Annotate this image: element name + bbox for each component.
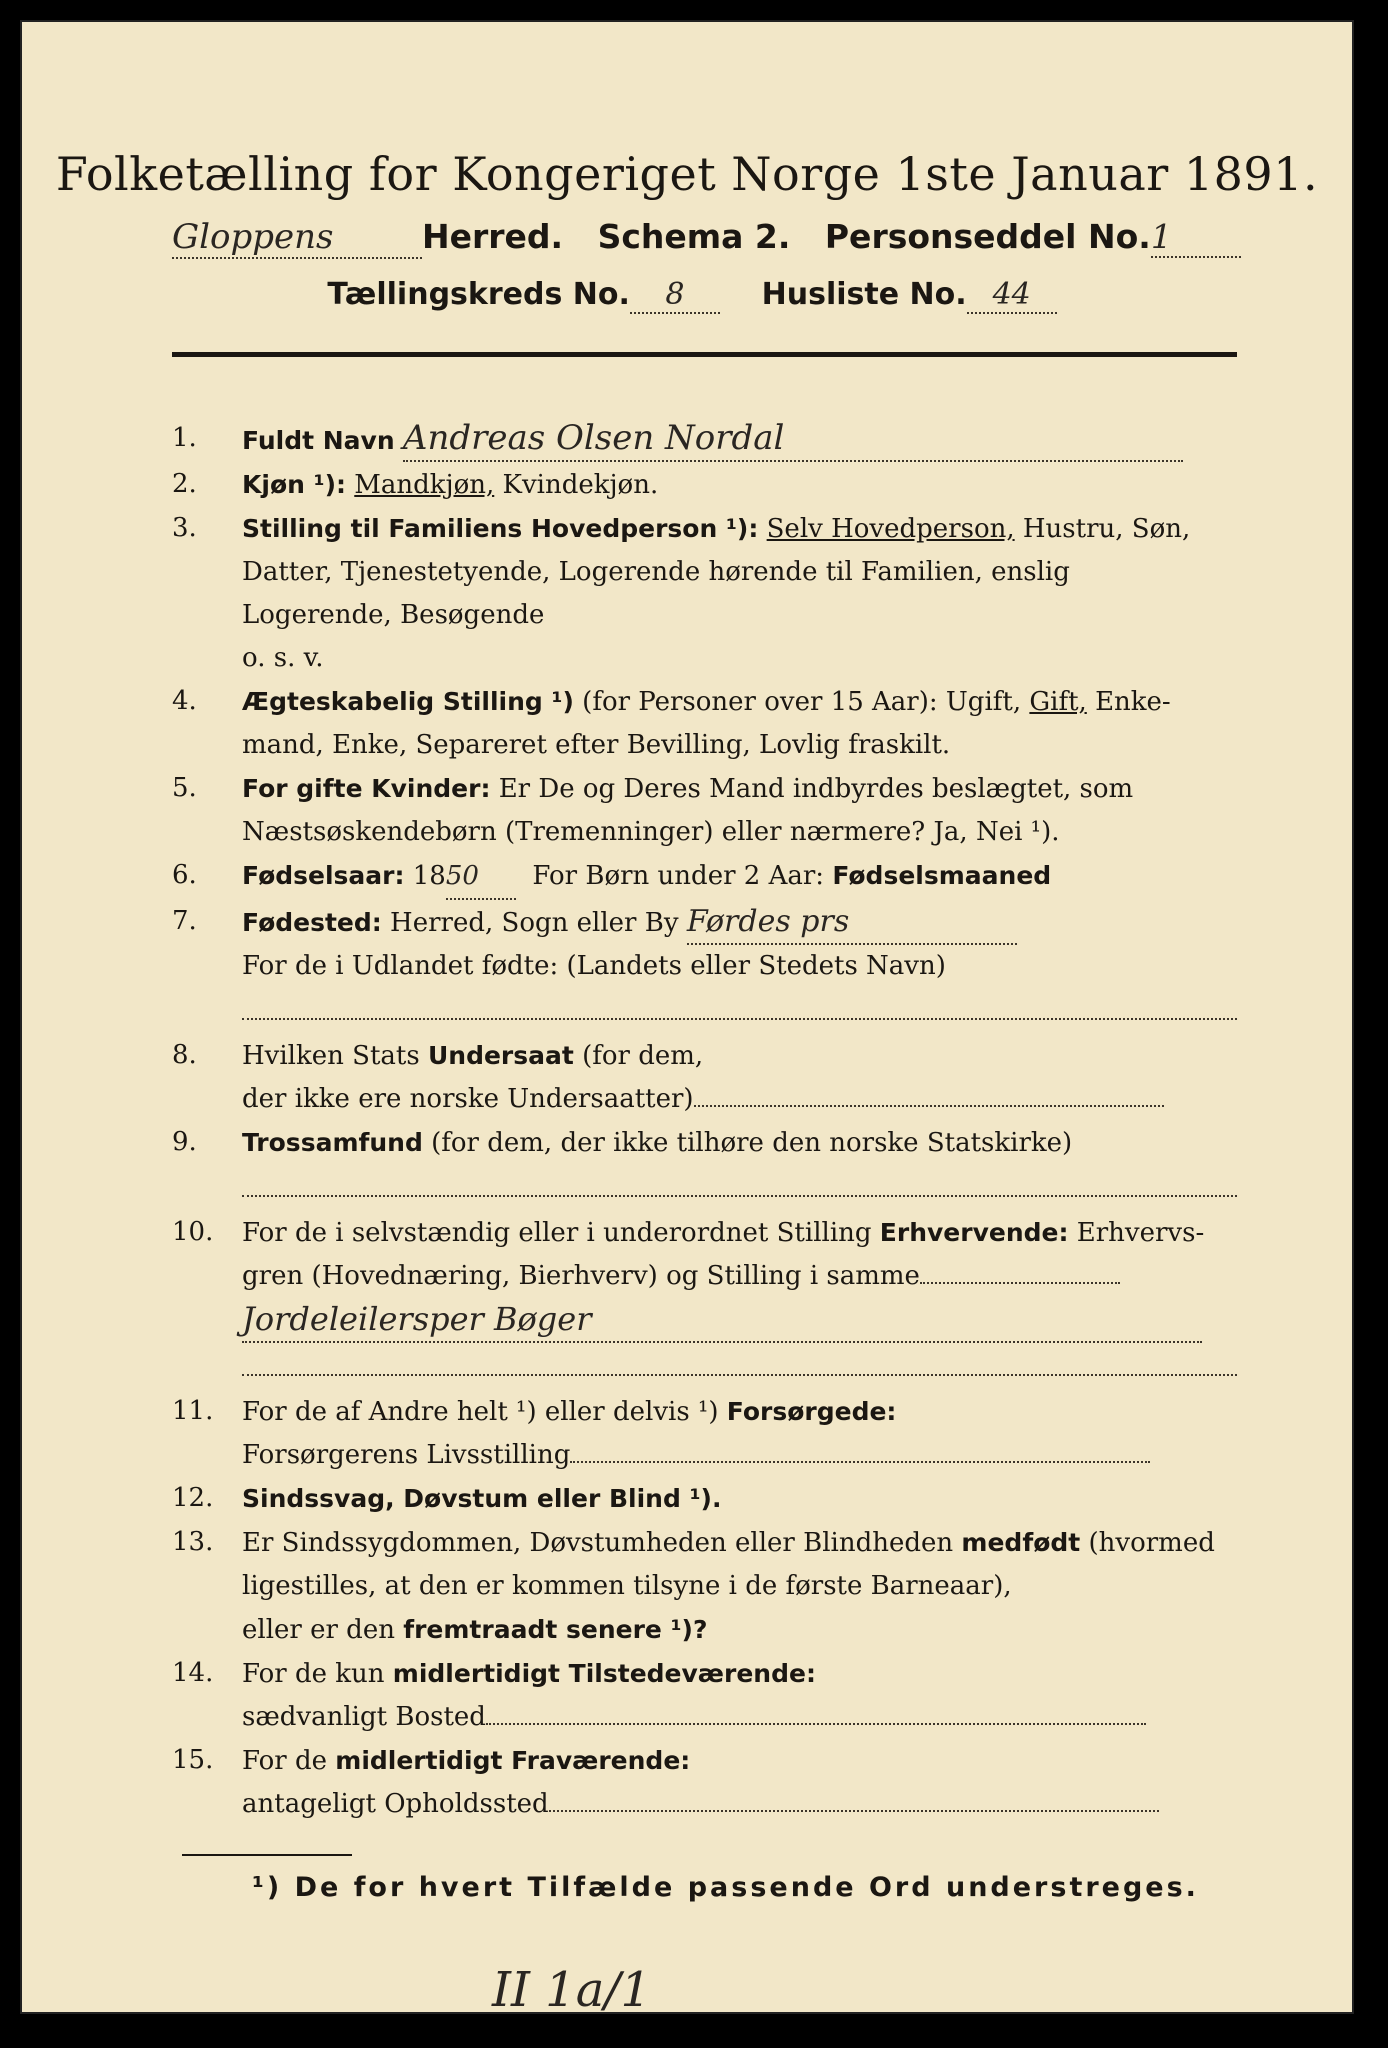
header-divider [172, 352, 1237, 357]
item-number: 12. [172, 1483, 214, 1513]
citizenship-label: Undersaat [427, 1041, 574, 1070]
item-6 [172, 854, 1237, 900]
congenital-text-3: ligestilles, at den er kommen tilsyne i de første Barneaar), [242, 1571, 1012, 1601]
gender-male-option: Mandkjøn, [354, 470, 495, 500]
item-14 [172, 1652, 1237, 1739]
temporary-present-label: midlertidigt Tilstedeværende: [392, 1659, 816, 1688]
item-number: 13. [172, 1527, 214, 1557]
family-position-options-4: o. s. v. [242, 643, 324, 673]
birth-year-value: 50 [446, 855, 516, 900]
birth-year-label: Fødselsaar: [242, 861, 405, 890]
item-number: 3. [172, 513, 197, 543]
temporary-absent-label: midlertidigt Fraværende: [335, 1746, 691, 1775]
husliste-label: Husliste No. [761, 277, 967, 312]
congenital-text: Er Sindssygdommen, Døvstumheden eller Blindheden [242, 1528, 954, 1558]
census-form-page [20, 20, 1354, 2018]
marital-status-text-3: mand, Enke, Separeret efter Bevilling, Lovlig fraskilt. [242, 730, 951, 760]
item-13 [172, 1521, 1237, 1652]
personseddel-value: 1 [1151, 217, 1241, 258]
tellingskreds-row [192, 277, 1192, 314]
disability-label: Sindssvag, Døvstum eller Blind ¹). [242, 1484, 722, 1513]
birthplace-text: Herred, Sogn eller By [390, 908, 679, 938]
supporter-occupation-text: Forsørgerens Livsstilling [242, 1440, 571, 1470]
item-15 [172, 1739, 1237, 1826]
temporary-absent-text: For de [242, 1746, 327, 1776]
later-onset-label: fremtraadt senere ¹)? [403, 1615, 708, 1644]
husliste-value: 44 [967, 277, 1057, 314]
citizenship-text-2: (for dem, [582, 1041, 704, 1071]
marital-status-text: (for Personer over 15 Aar): Ugift, [582, 687, 1022, 717]
item-8 [172, 1034, 1237, 1121]
gender-female-option: Kvindekjøn. [502, 470, 659, 500]
item-number: 6. [172, 860, 197, 890]
birth-year-prefix: 18 [412, 861, 446, 891]
birth-month-text: For Børn under 2 Aar: [532, 861, 825, 891]
religion-text: (for dem, der ikke tilhøre den norske Statskirke) [431, 1128, 1073, 1158]
item-11 [172, 1390, 1237, 1477]
family-position-options: Hustru, Søn, [1022, 514, 1191, 544]
married-option: Gift, [1029, 687, 1087, 717]
item-number: 8. [172, 1040, 197, 1070]
form-items [172, 417, 1237, 1826]
congenital-text-4: eller er den [242, 1615, 395, 1645]
temporary-present-text: For de kun [242, 1659, 385, 1689]
occupation-label: Erhvervende: [879, 1218, 1069, 1247]
item-2 [172, 463, 1237, 507]
item-1 [172, 417, 1237, 463]
item-number: 10. [172, 1217, 214, 1247]
footnote-divider [182, 1854, 352, 1856]
archive-mark: II 1a/1 [492, 1962, 652, 2018]
tellingskreds-value: 8 [630, 277, 720, 314]
supported-text: For de af Andre helt ¹) eller delvis ¹) [242, 1397, 719, 1427]
citizenship-text: Hvilken Stats [242, 1041, 420, 1071]
item-number: 7. [172, 906, 197, 936]
item-number: 9. [172, 1127, 197, 1157]
married-women-text: Er De og Deres Mand indbyrdes beslægtet, som [498, 774, 1134, 804]
full-name-value: Andreas Olsen Nordal [403, 417, 1183, 462]
footnote: ¹) De for hvert Tilfælde passende Ord understreges. [252, 1872, 1199, 1903]
married-women-text-2: Næstsøskendebørn (Tremenninger) eller nærmere? Ja, Nei ¹). [242, 817, 1060, 847]
occupation-text-2: Erhvervs- [1076, 1218, 1205, 1248]
tellingskreds-label: Tællingskreds No. [327, 277, 630, 312]
schema-label: Schema 2. [597, 217, 791, 256]
occupation-text-3: gren (Hovednæring, Bierhverv) og Stilling i samme [242, 1261, 920, 1291]
self-head-option: Selv Hovedperson, [766, 514, 1015, 544]
family-position-options-3: Logerende, Besøgende [242, 600, 545, 630]
item-7 [172, 900, 1237, 1020]
foreign-birthplace-line [242, 988, 1237, 1020]
usual-residence-text: sædvanligt Bosted [242, 1702, 486, 1732]
form-title: Folketælling for Kongeriget Norge 1ste Januar 1891. [55, 147, 1319, 201]
birthplace-label: Fødested: [242, 908, 382, 937]
item-number: 15. [172, 1745, 214, 1775]
birth-month-label: Fødselsmaaned [832, 861, 1052, 890]
item-3 [172, 507, 1237, 680]
herred-value: Gloppens [172, 217, 422, 259]
item-12 [172, 1477, 1237, 1521]
gender-label: Kjøn ¹): [242, 470, 346, 499]
family-position-label: Stilling til Familiens Hovedperson ¹): [242, 514, 759, 543]
congenital-label: medfødt [961, 1528, 1081, 1557]
item-4 [172, 680, 1237, 767]
item-number: 5. [172, 773, 197, 803]
family-position-options-2: Datter, Tjenestetyende, Logerende hørende til Familien, enslig [242, 557, 1070, 587]
congenital-text-2: (hvormed [1088, 1528, 1215, 1558]
marital-status-label: Ægteskabelig Stilling ¹) [242, 687, 574, 716]
item-5 [172, 767, 1237, 854]
item-number: 1. [172, 423, 197, 453]
item-10 [172, 1211, 1237, 1376]
full-name-label: Fuldt Navn [242, 426, 395, 455]
occupation-line [242, 1344, 1237, 1376]
occupation-text: For de i selvstændig eller i underordnet Stilling [242, 1218, 872, 1248]
personseddel-label: Personseddel No. [824, 217, 1151, 256]
citizenship-text-3: der ikke ere norske Undersaatter) [242, 1084, 694, 1114]
occupation-value: Jordeleilersper Bøger [242, 1298, 1202, 1343]
herred-label: Herred. [422, 217, 564, 256]
supported-label: Forsørgede: [726, 1397, 897, 1426]
item-number: 4. [172, 686, 197, 716]
birthplace-value: Førdes prs [687, 900, 1017, 945]
marital-status-text-2: Enke- [1095, 687, 1171, 717]
item-number: 14. [172, 1658, 214, 1688]
herred-row [172, 217, 1242, 259]
item-number: 11. [172, 1396, 214, 1426]
married-women-label: For gifte Kvinder: [242, 774, 491, 803]
religion-label: Trossamfund [242, 1128, 423, 1157]
religion-line [242, 1165, 1237, 1197]
foreign-birthplace-text: For de i Udlandet fødte: (Landets eller Stedets Navn) [242, 951, 946, 981]
item-number: 2. [172, 469, 197, 499]
item-9 [172, 1121, 1237, 1197]
probable-stay-text: antageligt Opholdssted [242, 1789, 549, 1819]
